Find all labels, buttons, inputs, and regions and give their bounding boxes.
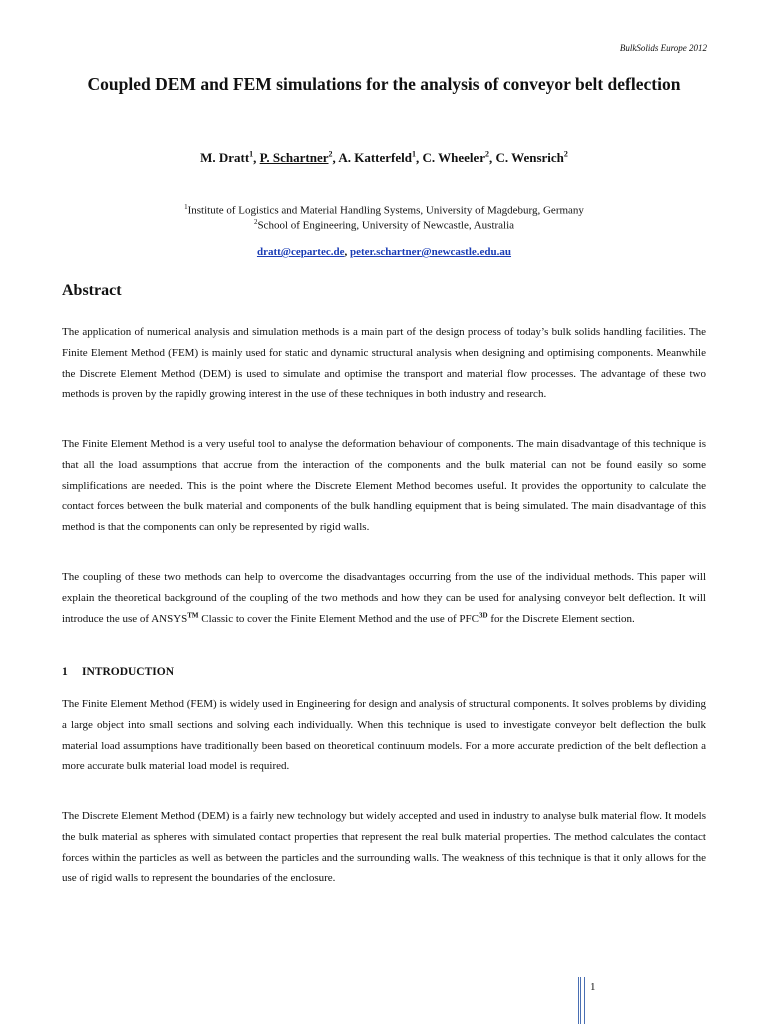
abstract-paragraph-1: The application of numerical analysis and simulation methods is a main part of the design process of today’s bulk solids handling facilities. The Finite Element Method (FEM) is mainly used for static and dynamic structural analysis when designing and optimising components. Meanwhile the Discrete Element Method (DEM) is used to simulate and optimise the transport and material flow processes. The advantage of these two methods is proven by the rapidly growing interest in the use of these techniques in both industry and research. [62,326,706,401]
running-head: BulkSolids Europe 2012 [619,43,707,53]
affiliation-1: $^1$Institute of Logistics and Material Handling Systems, University of Magdeburg, Germany [184,203,584,217]
contact-emails: dratt@cepartec.de, peter.schartner@newcastle.edu.au [256,246,512,258]
intro-paragraph-1: The Finite Element Method (FEM) is widely used in Engineering for design and analysis of structural components. It solves problems by dividing a large object into small sections and solving each individually. When this technique is used to investigate conveyor belt deflection the bulk material load assumptions have traditionally been based on theoretical continuum models. For a more accurate prediction of the belt deflection a more accurate bulk material load model is required. [62,698,706,773]
author-3: A. Katterfeld$^1$ [338,150,416,166]
author-1: M. Dratt$^1$ [200,150,254,166]
affiliation-2: $^2$School of Engineering, University of Newcastle, Australia [253,218,515,232]
abstract-heading: Abstract [62,282,122,299]
author-5: C. Wensrich$^2$ [495,150,568,166]
email-link-dratt[interactable]: dratt@cepartec.de [256,246,345,258]
introduction-heading: 1 INTRODUCTION [62,666,175,678]
author-4: C. Wheeler$^2$ [422,150,490,166]
page-number-bar [578,977,585,1024]
abstract-paragraph-3: The coupling of these two methods can help to overcome the disadvantages occurring from the use of the individual methods. This paper will explain the theoretical background of the coupling of the two methods and how they can be used for analysing conveyor belt deflection. It will introduce the use of ANSYS™ Classic to cover the Finite Element Method and the use of $PFC^{3D}$ for the Discrete Element section. [62,571,706,625]
email-link-schartner[interactable]: peter.schartner@newcastle.edu.au [349,246,512,258]
author-list: M. Dratt$^1$, P. Schartner$^2$, A. Katterfeld$^1$, C. Wheeler$^2$, C. Wensrich$^2$ [200,150,568,166]
paper-title: Coupled DEM and FEM simulations for the analysis of conveyor belt deflection [87,74,681,94]
intro-paragraph-2: The Discrete Element Method (DEM) is a fairly new technology but widely accepted and used in industry to analyse bulk material flow. It models the bulk material as spheres with simulated contact properties that represent the real bulk material properties. The method calculates the contact forces within the particles as well as between the particles and the surrounding walls. The weakness of this technique is that it only allows for the use of rigid walls to represent the boundaries of the enclosure. [62,810,706,885]
abstract-paragraph-2: The Finite Element Method is a very useful tool to analyse the deformation behaviour of components. The main disadvantage of this technique is that all the load assumptions that accrue from the interaction of the components and the bulk material can not be found easily so some simplifications are needed. This is the point where the Discrete Element Method becomes useful. It provides the opportunity to calculate the contact forces between the bulk material and components of the bulk handling equipment that is being simulated. The main disadvantage of this method is that the components can only be represented by rigid walls. [62,438,706,534]
author-2: P. Schartner$^2$ [259,150,333,166]
page-number: 1 [590,981,596,993]
